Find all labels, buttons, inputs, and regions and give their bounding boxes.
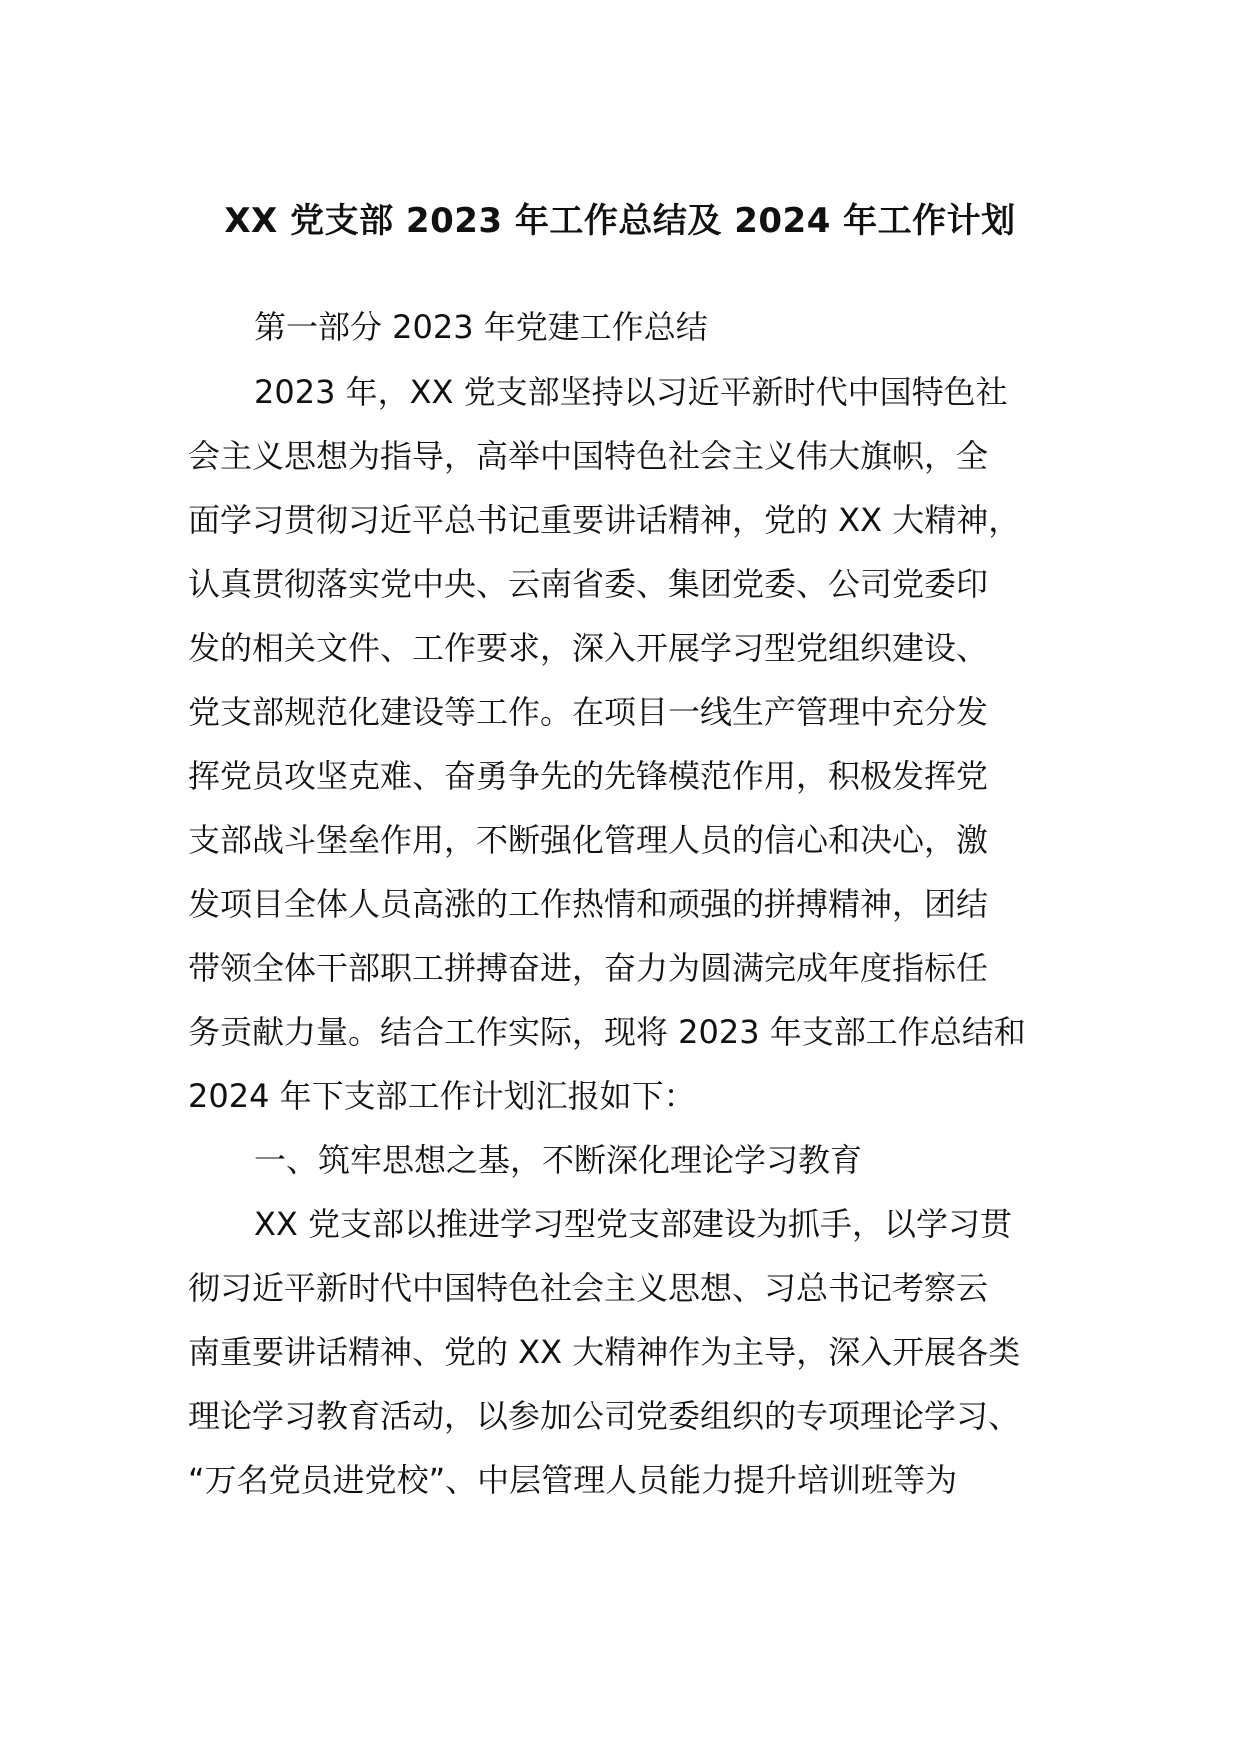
paragraph-line: 党支部规范化建设等工作。在项目一线生产管理中充分发: [188, 693, 989, 731]
paragraph-line: 会主义思想为指导，高举中国特色社会主义伟大旗帜，全: [188, 437, 989, 475]
document-title: XX 党支部 2023 年工作总结及 2024 年工作计划: [224, 201, 1016, 241]
section-heading-part-one: 第一部分 2023 年党建工作总结: [254, 308, 708, 346]
paragraph-line: 彻习近平新时代中国特色社会主义思想、习总书记考察云: [188, 1269, 989, 1307]
paragraph-line: 2024 年下支部工作计划汇报如下：: [188, 1077, 696, 1115]
paragraph-line: 面学习贯彻习近平总书记重要讲话精神，党的 XX 大精神，: [188, 501, 1021, 539]
paragraph-line: 理论学习教育活动，以参加公司党委组织的专项理论学习、: [188, 1397, 1021, 1435]
paragraph-line: 支部战斗堡垒作用，不断强化管理人员的信心和决心，激: [188, 821, 989, 859]
paragraph-line: 发的相关文件、工作要求，深入开展学习型党组织建设、: [188, 629, 989, 667]
paragraph-line: 南重要讲话精神、党的 XX 大精神作为主导，深入开展各类: [188, 1333, 1021, 1371]
paragraph-line: 挥党员攻坚克难、奋勇争先的先锋模范作用，积极发挥党: [188, 757, 989, 795]
paragraph-line: 2023 年，XX 党支部坚持以习近平新时代中国特色社: [254, 373, 1008, 411]
paragraph-line: 带领全体干部职工拼搏奋进，奋力为圆满完成年度指标任: [188, 949, 989, 987]
paragraph-line: 发项目全体人员高涨的工作热情和顽强的拼搏精神，团结: [188, 885, 989, 923]
paragraph-line: 认真贯彻落实党中央、云南省委、集团党委、公司党委印: [188, 565, 989, 603]
section-heading-one: 一、筑牢思想之基，不断深化理论学习教育: [254, 1141, 863, 1179]
paragraph-line: XX 党支部以推进学习型党支部建设为抓手，以学习贯: [254, 1205, 1013, 1243]
paragraph-line: 务贡献力量。结合工作实际，现将 2023 年支部工作总结和: [188, 1013, 1026, 1051]
paragraph-line: “万名党员进党校”、中层管理人员能力提升培训班等为: [188, 1461, 958, 1499]
